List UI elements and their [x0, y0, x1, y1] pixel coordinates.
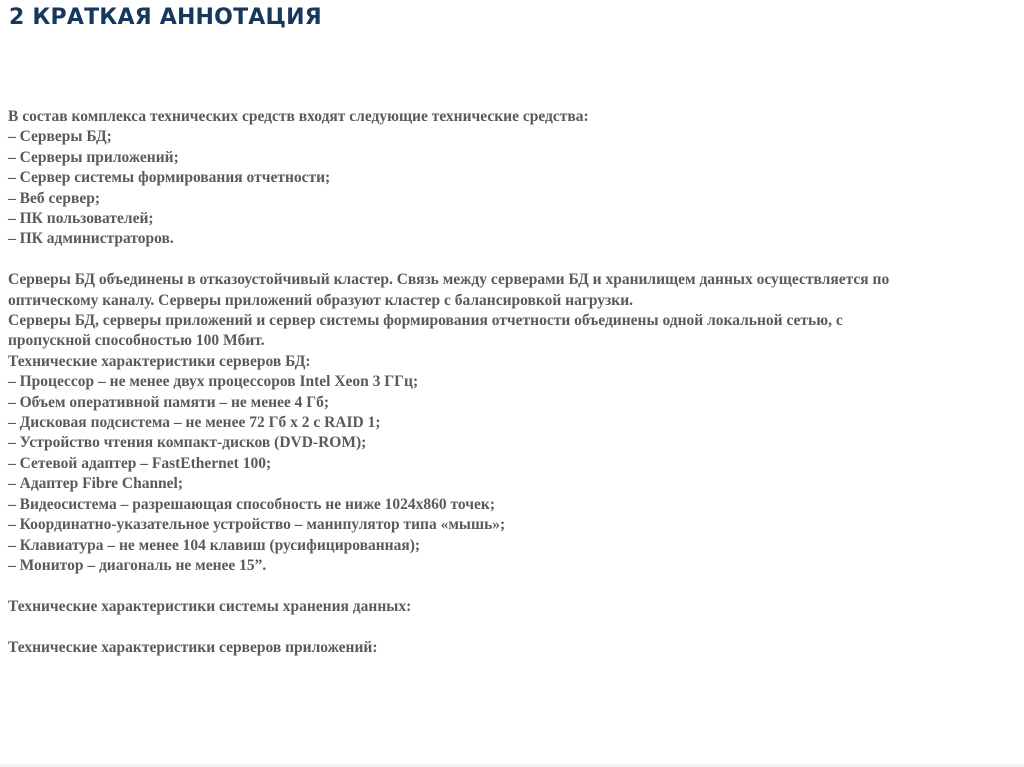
- app-servers-heading: Технические характеристики серверов приложений:: [8, 638, 378, 656]
- db-spec-fibre: – Адаптер Fibre Channel;: [8, 475, 184, 493]
- network-text-line: пропускной способностью 100 Мбит.: [8, 332, 265, 350]
- db-spec-mouse: – Координатно-указательное устройство – манипулятор типа «мышь»;: [8, 516, 506, 534]
- storage-heading: Технические характеристики системы хранения данных:: [8, 597, 412, 615]
- network-text-line: Серверы БД, серверы приложений и сервер системы формирования отчетности объединены одной локальной сетью, с: [8, 312, 843, 330]
- paragraph-gap: [8, 576, 1008, 596]
- slide-title: 2 КРАТКАЯ АННОТАЦИЯ: [9, 5, 322, 30]
- cluster-text-line: оптическому каналу. Серверы приложений образуют кластер с балансировкой нагрузки.: [8, 291, 634, 309]
- db-spec-keyboard: – Клавиатура – не менее 104 клавиш (русифицированная);: [8, 536, 421, 554]
- hardware-intro: В состав комплекса технических средств входят следующие технические средства:: [8, 108, 589, 125]
- db-spec-monitor: – Монитор – диагональ не менее 15”.: [8, 556, 267, 574]
- hardware-item-web-server: – Веб сервер;: [8, 189, 101, 207]
- slide-content: [8, 107, 1008, 658]
- paragraph-gap: [8, 617, 1008, 637]
- hardware-item-user-pc: – ПК пользователей;: [8, 210, 154, 228]
- db-spec-cpu: – Процессор – не менее двух процессоров Intel Xeon 3 ГГц;: [8, 373, 419, 391]
- hardware-item-report-server: – Сервер системы формирования отчетности;: [8, 169, 331, 187]
- db-spec-dvd: – Устройство чтения компакт-дисков (DVD-ROM);: [8, 434, 367, 452]
- hardware-item-admin-pc: – ПК администраторов.: [8, 230, 174, 248]
- db-spec-video: – Видеосистема – разрешающая способность не ниже 1024x860 точек;: [8, 495, 495, 513]
- db-spec-ram: – Объем оперативной памяти – не менее 4 Гб;: [8, 393, 330, 411]
- cluster-text-line: Серверы БД объединены в отказоустойчивый кластер. Связь между серверами БД и хранилищем данных осуществляется по: [8, 271, 890, 289]
- hardware-item-db-servers: – Серверы БД;: [8, 128, 112, 146]
- db-specs-heading: Технические характеристики серверов БД:: [8, 352, 311, 370]
- db-spec-disk: – Дисковая подсистема – не менее 72 Гб x 2 с RAID 1;: [8, 414, 381, 432]
- hardware-item-app-servers: – Серверы приложений;: [8, 148, 179, 166]
- db-spec-network: – Сетевой адаптер – FastEthernet 100;: [8, 454, 272, 472]
- paragraph-gap: [8, 250, 1008, 270]
